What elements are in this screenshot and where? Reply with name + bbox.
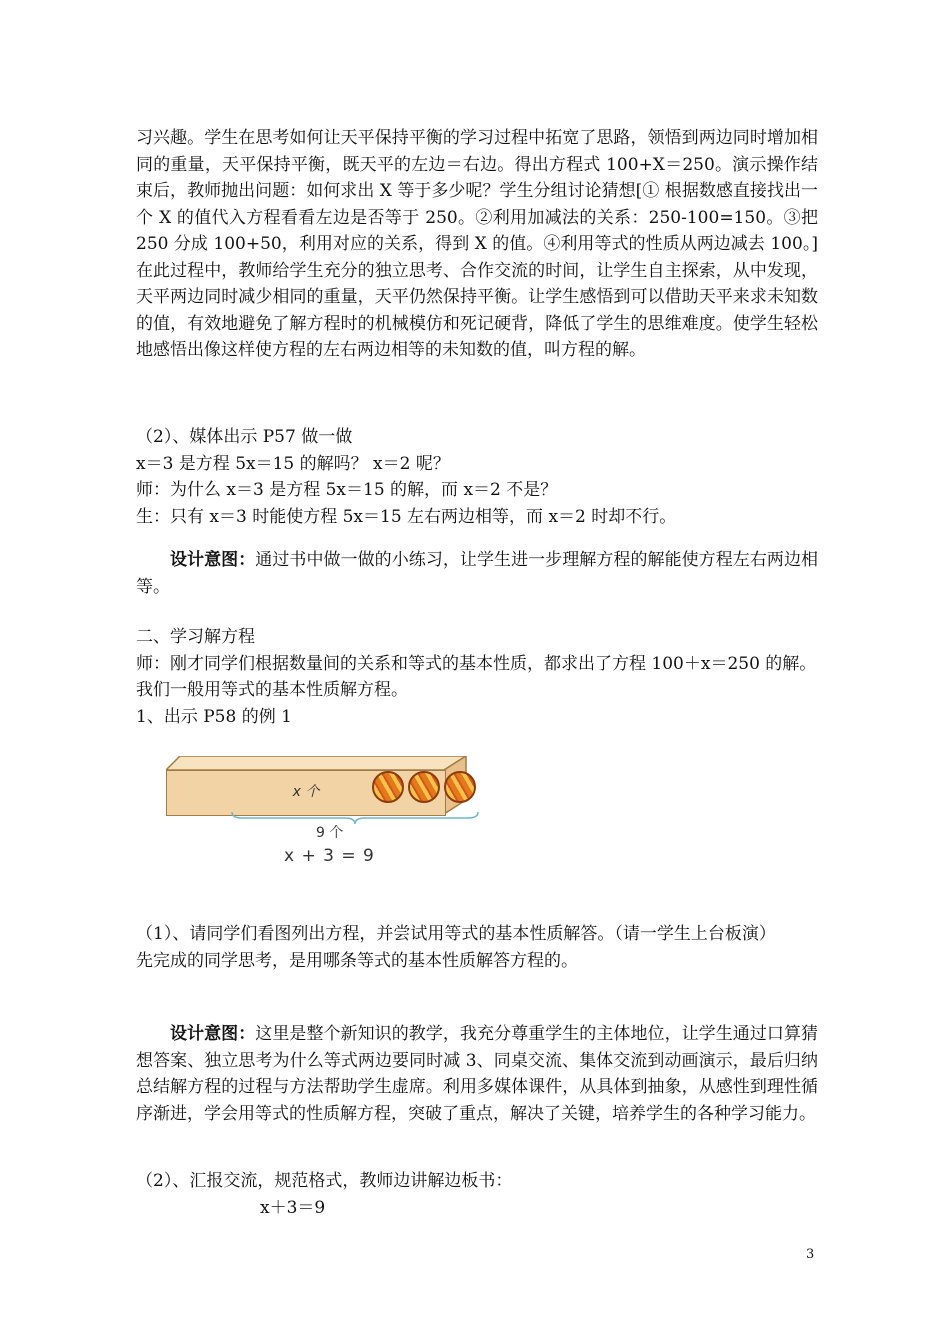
board-equation: x＋3＝9: [260, 1197, 326, 1218]
ball: [408, 771, 440, 803]
design-intent-label: 设计意图：: [170, 550, 256, 570]
design-intent-text: 通过书中做一做的小练习，让学生进一步理解方程的解能使方程左右两边相等。: [136, 550, 819, 597]
ball: [444, 771, 476, 803]
count-label: 9 个: [316, 825, 344, 841]
student-line: 生：只有 x＝3 时能使方程 5x＝15 左右两边相等，而 x＝2 时却不行。: [136, 506, 677, 527]
example-figure: [160, 752, 490, 882]
box-label: x 个: [292, 784, 320, 800]
method-line: 我们一般用等式的基本性质解方程。: [136, 680, 408, 700]
step-instruction: （2）、汇报交流，规范格式，教师边讲解边板书：: [136, 1171, 513, 1191]
teacher-line: 师：刚才同学们根据数量间的关系和等式的基本性质，都求出了方程 100＋x＝250 的解。: [136, 653, 817, 674]
box-top-face: [166, 756, 466, 770]
paragraph-balance-discussion: 习兴趣。学生在思考如何让天平保持平衡的学习过程中拓宽了思路，领悟到两边同时增加相同的重量，天平保持平衡，既天平的左边＝右边。得出方程式 100+X＝250。演示操作结束后，教师抛出问题：如何求出 X 等于多少呢？学生分组讨论猜想[① 根据数感直接找出一个 X 的值代入方程看看左边是否等于 250。②利用加减法的关系：250-100=150。③把 250 分成 100+50，利用对应的关系，得到 X 的值。④利用等式的性质从两边减去 100。]在此过程中，教师给学生充分的独立思考、合作交流的时间，让学生自主探索，从中发现，天平两边同时减少相同的重量，天平仍然保持平衡。让学生感悟到可以借助天平来求未知数的值，有效地避免了解方程时的机械模仿和死记硬背，降低了学生的思维难度。使学生轻松地感悟出像这样使方程的左右两边相等的未知数的值，叫方程的解。: [136, 128, 818, 360]
step-followup: 先完成的同学思考，是用哪条等式的基本性质解答方程的。: [136, 950, 578, 971]
curly-brace: [230, 810, 480, 826]
example-line: 1、出示 P58 的例 1: [136, 706, 292, 727]
section-heading: （2）、媒体出示 P57 做一做: [136, 427, 353, 447]
teacher-line: 师：为什么 x＝3 是方程 5x＝15 的解，而 x＝2 不是？: [136, 480, 558, 500]
section-solving-equations: [136, 624, 818, 730]
step-2: [136, 1168, 818, 1221]
design-intent-2: [136, 1021, 818, 1127]
design-intent-text: 这里是整个新知识的教学，我充分尊重学生的主体地位，让学生通过口算猜想答案、独立思考为什么等式两边要同时减 3、同桌交流、集体交流到动画演示，最后归纳总结解方程的过程与方法帮助学生虚席。利用多媒体课件，从具体到抽象，从感性到理性循序渐进，学会用等式的性质解方程，突破了重点，解决了关键，培养学生的各种学习能力。: [136, 1024, 819, 1124]
figure-equation: x + 3 = 9: [284, 846, 375, 866]
ball: [372, 771, 404, 803]
section-media-practice: [136, 424, 818, 530]
question-line: x＝3 是方程 5x＝15 的解吗？ x＝2 呢？: [136, 453, 450, 474]
part-heading: 二、学习解方程: [136, 627, 255, 647]
design-intent-label: 设计意图：: [170, 1024, 256, 1044]
design-intent-1: [136, 547, 818, 600]
step-1: [136, 921, 818, 974]
page-number: 3: [806, 1247, 815, 1262]
step-instruction: （1）、请同学们看图列出方程，并尝试用等式的基本性质解答。（请一学生上台板演）: [136, 924, 776, 944]
